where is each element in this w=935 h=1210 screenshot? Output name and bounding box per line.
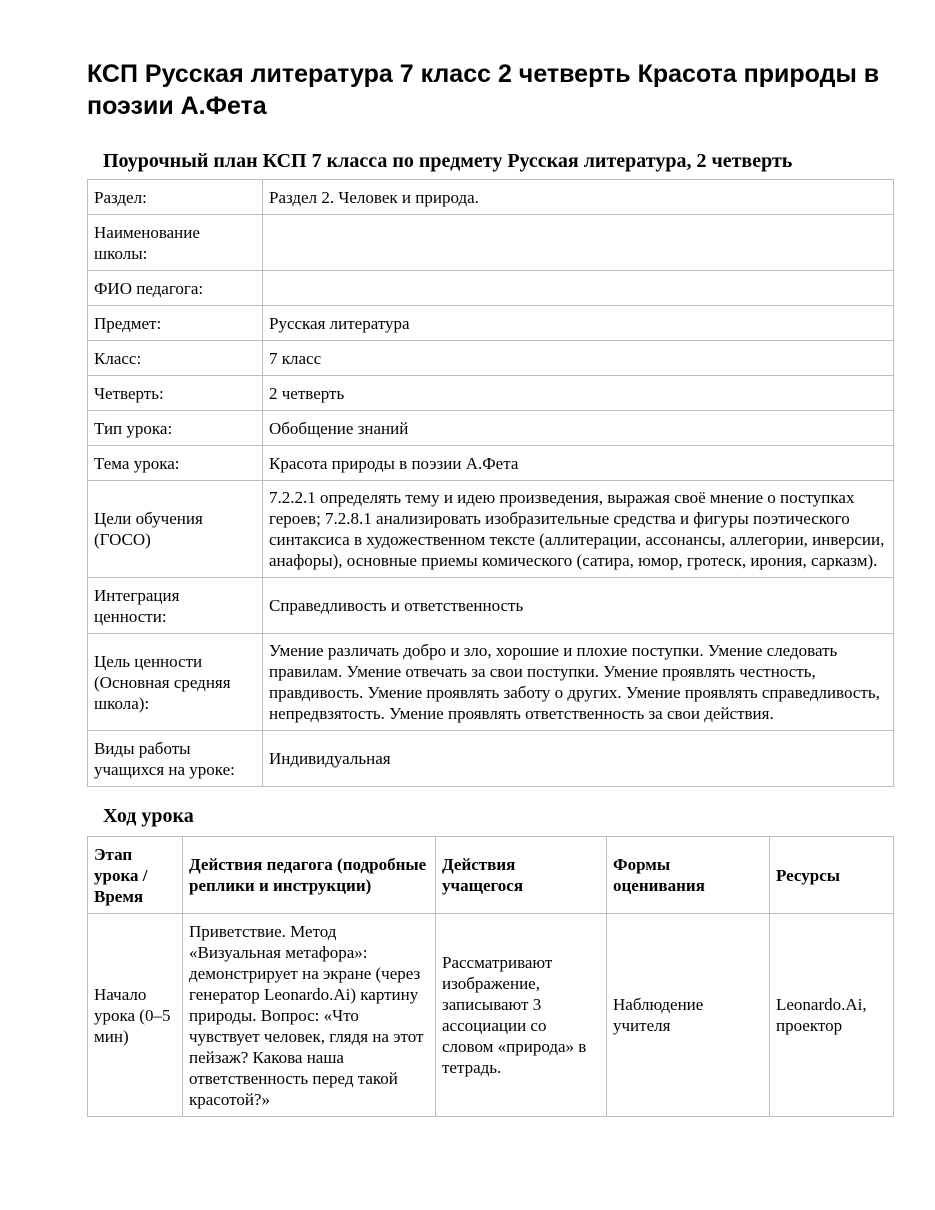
info-row-learning-goals [88,481,894,578]
info-row-lesson-topic [88,446,894,481]
plan-heading: Поурочный план КСП 7 класса по предмету Русская литература, 2 четверть [103,150,793,172]
info-label: Цели обучения (ГОСО) [88,481,263,578]
info-label: Тип урока: [88,411,263,446]
info-value: Русская литература [263,306,894,341]
column-header-resources: Ресурсы [770,837,894,914]
table-row [88,914,894,1117]
cell-assessment: Наблюдение учителя [607,914,770,1117]
cell-student-actions: Рассматривают изображение, записывают 3 ассоциации со словом «природа» в тетрадь. [436,914,607,1117]
info-value: Индивидуальная [263,731,894,787]
info-row-quarter [88,376,894,411]
info-value: Справедливость и ответственность [263,578,894,634]
column-header-student-actions: Действия учащегося [436,837,607,914]
document-page [87,58,893,1117]
column-header-assessment: Формы оценивания [607,837,770,914]
info-label: Наименование школы: [88,215,263,271]
info-label: Цель ценности (Основная средняя школа): [88,634,263,731]
info-row-value-goal [88,634,894,731]
info-label: Виды работы учащихся на уроке: [88,731,263,787]
lesson-progress-heading: Ход урока [103,805,194,827]
info-value: 2 четверть [263,376,894,411]
info-value: Умение различать добро и зло, хорошие и плохие поступки. Умение следовать правилам. Умение отвечать за свои поступки. Умение проявлять честность, правдивость. Умение проявлять заботу о других. Умение проявлять справедливость, непредвзятость. Умение проявлять ответственность за свои действия. [263,634,894,731]
column-header-teacher-actions: Действия педагога (подробные реплики и инструкции) [183,837,436,914]
info-value: Раздел 2. Человек и природа. [263,180,894,215]
cell-teacher-actions: Приветствие. Метод «Визуальная метафора»: демонстрирует на экране (через генератор Leonardo.Ai) картину природы. Вопрос: «Что чувствует человек, глядя на этот пейзаж? Какова наша ответственность перед такой красотой?» [183,914,436,1117]
info-row-teacher [88,271,894,306]
lesson-progress-table [87,836,894,1117]
info-value [263,215,894,271]
info-row-section [88,180,894,215]
info-value: 7 класс [263,341,894,376]
column-header-stage: Этап урока / Время [88,837,183,914]
lesson-table-header-row [88,837,894,914]
info-row-subject [88,306,894,341]
info-label: Интеграция ценности: [88,578,263,634]
document-title: КСП Русская литература 7 класс 2 четверть Красота природы в поэзии А.Фета [87,60,880,120]
info-row-class [88,341,894,376]
info-label: ФИО педагога: [88,271,263,306]
cell-stage: Начало урока (0–5 мин) [88,914,183,1117]
cell-resources: Leonardo.Ai, проектор [770,914,894,1117]
lesson-info-table [87,179,894,787]
info-row-value-integration [88,578,894,634]
info-label: Класс: [88,341,263,376]
info-label: Предмет: [88,306,263,341]
info-row-school [88,215,894,271]
info-value [263,271,894,306]
info-row-lesson-type [88,411,894,446]
info-label: Тема урока: [88,446,263,481]
info-value: Красота природы в поэзии А.Фета [263,446,894,481]
info-value: Обобщение знаний [263,411,894,446]
info-value: 7.2.2.1 определять тему и идею произведения, выражая своё мнение о поступках героев; 7.2.8.1 анализировать изобразительные средства и фигуры поэтического синтаксиса в художественном тексте (аллитерации, ассонансы, аллегории, инверсии, анафоры), основные приемы комического (сатира, юмор, гротеск, ирония, сарказм). [263,481,894,578]
info-label: Четверть: [88,376,263,411]
info-label: Раздел: [88,180,263,215]
info-row-work-types [88,731,894,787]
